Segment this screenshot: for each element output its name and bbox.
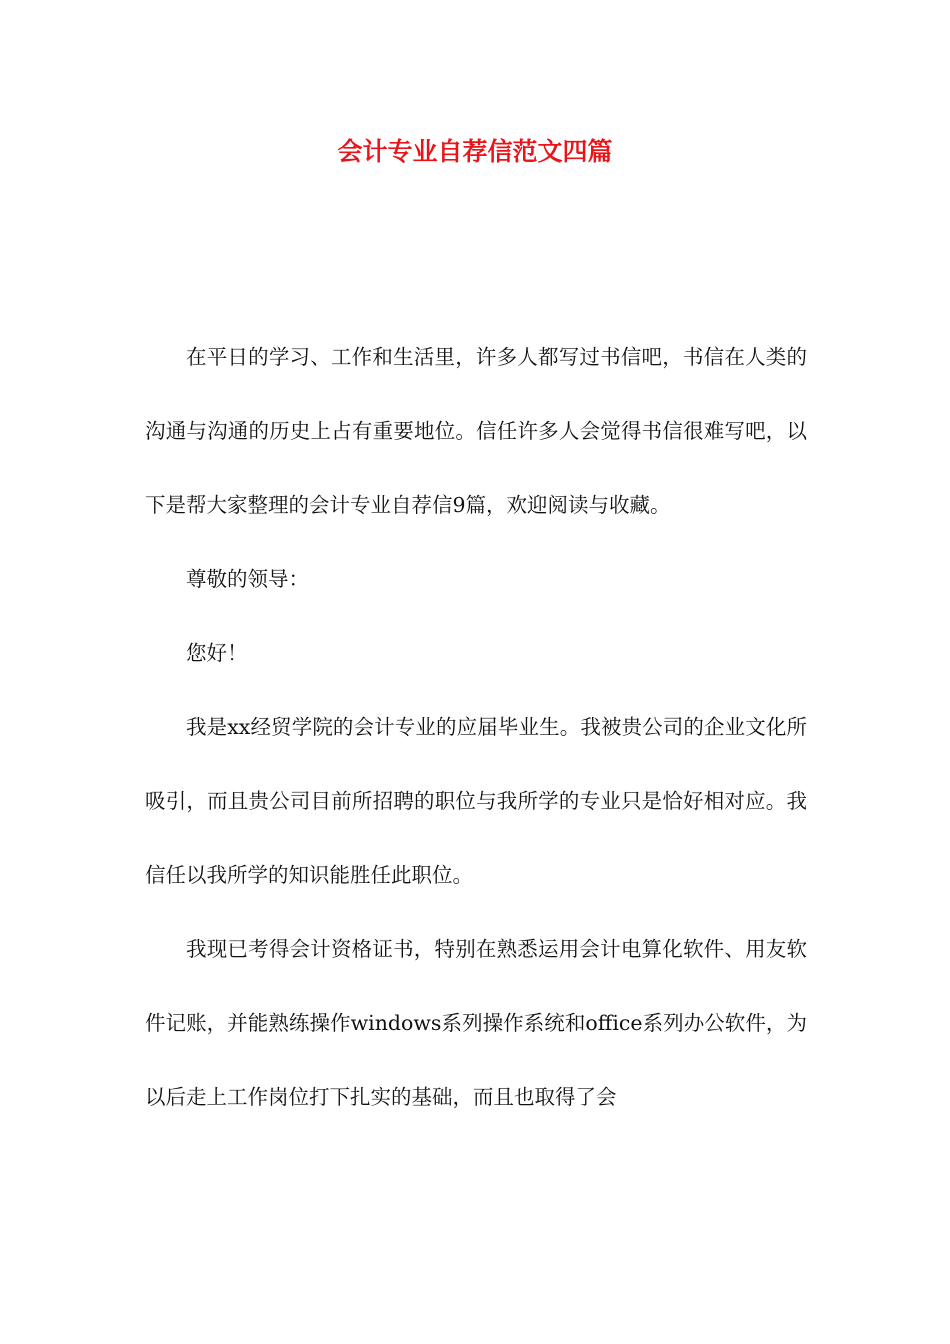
paragraph-qualifications: 我现已考得会计资格证书，特别在熟悉运用会计电算化软件、用友软件记账，并能熟练操作windows系列操作系统和office系列办公软件，为以后走上工作岗位打下扎实的基础，而且也取得了会	[145, 937, 807, 1109]
paragraph-salutation: 尊敬的领导：	[186, 567, 309, 591]
paragraph-self-introduction: 我是xx经贸学院的会计专业的应届毕业生。我被贵公司的企业文化所吸引，而且贵公司目前所招聘的职位与我所学的专业只是恰好相对应。我信任以我所学的知识能胜任此职位。	[145, 715, 807, 887]
paragraph-intro: 在平日的学习、工作和生活里，许多人都写过书信吧，书信在人类的沟通与沟通的历史上占有重要地位。信任许多人会觉得书信很难写吧，以下是帮大家整理的会计专业自荐信9篇，欢迎阅读与收藏。	[145, 345, 807, 517]
paragraph-greeting: 您好！	[186, 641, 248, 665]
document-title: 会计专业自荐信范文四篇	[337, 137, 613, 166]
document-body	[145, 320, 807, 1134]
